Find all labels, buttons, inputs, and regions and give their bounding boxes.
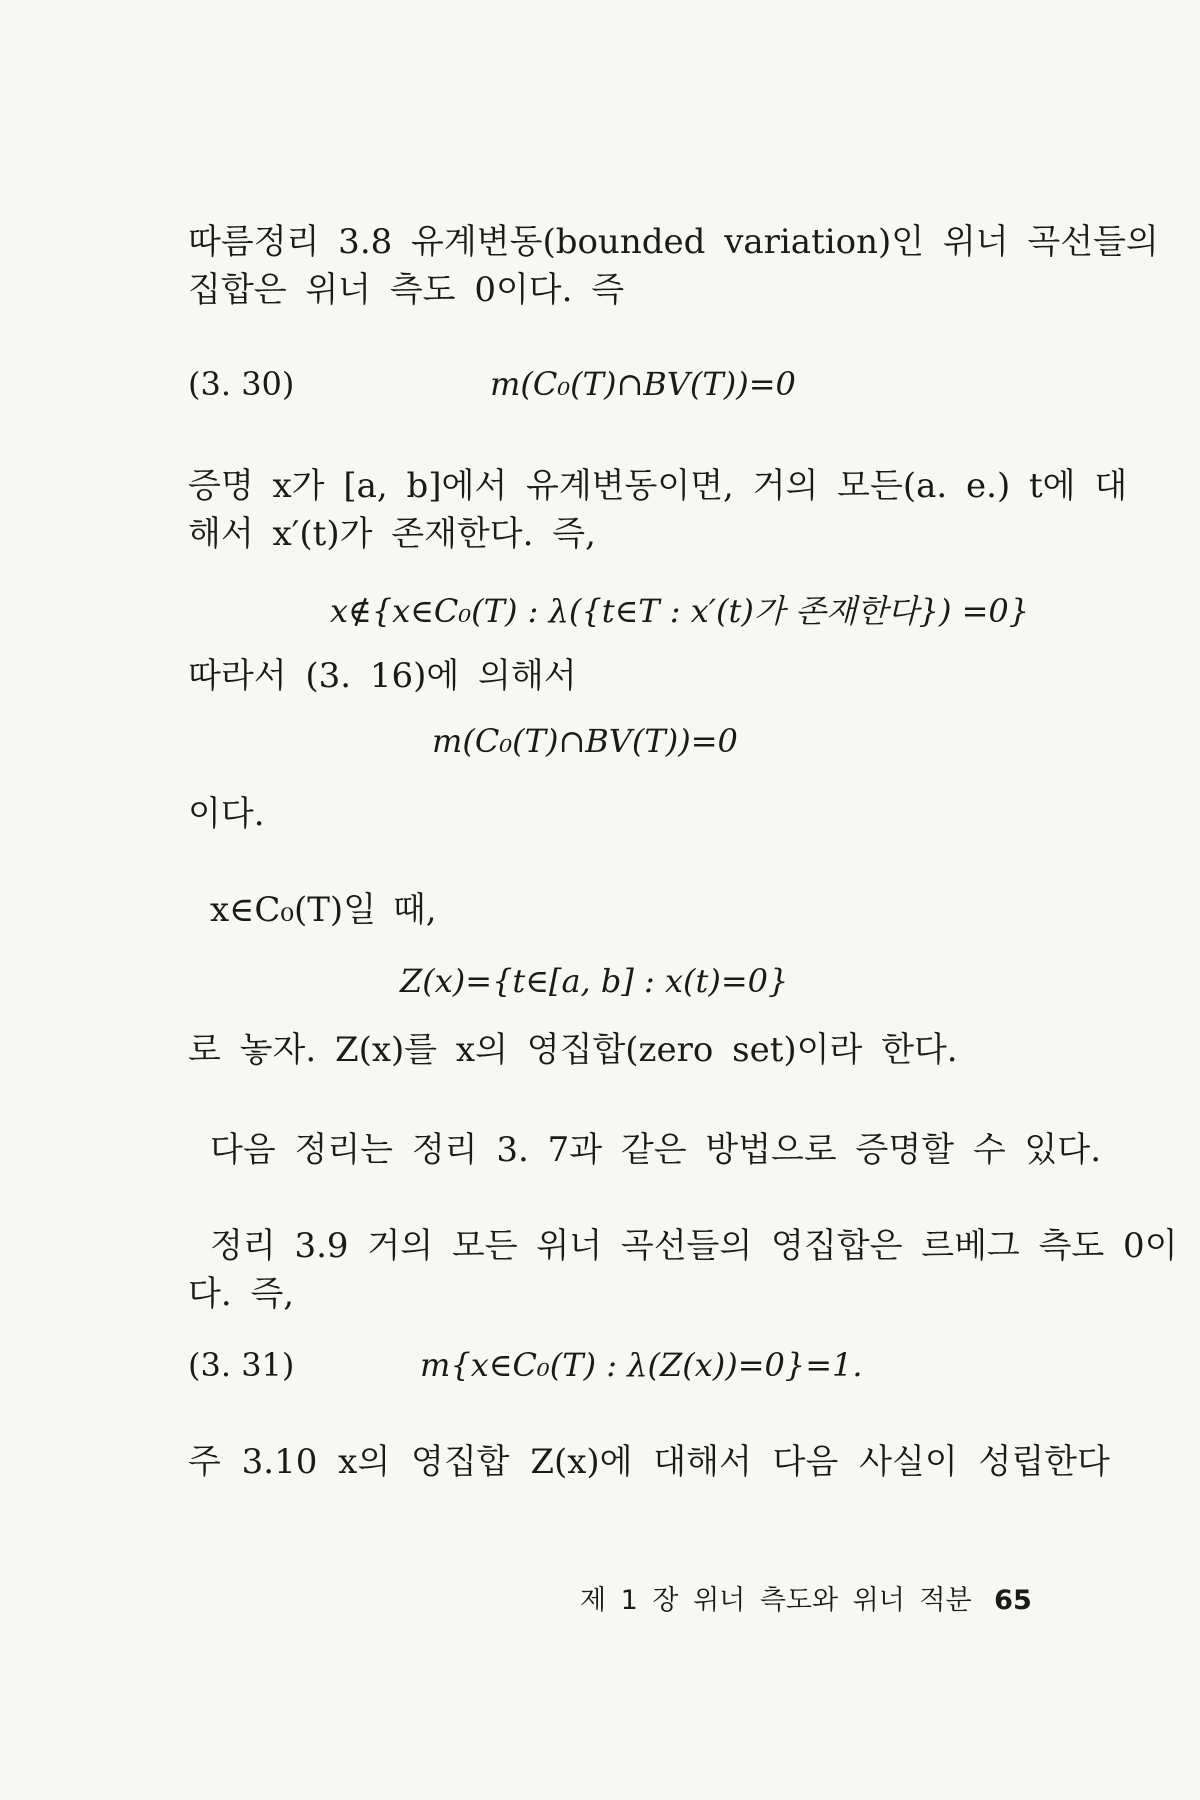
zero-set-line2: 로 놓자. Z(x)를 x의 영집합(zero set)이라 한다.: [188, 1030, 958, 1070]
zero-set-line1: x∈C₀(T)일 때,: [210, 890, 437, 930]
remark-3-10-line1: 주 3.10 x의 영집합 Z(x)에 대해서 다음 사실이 성립한다: [188, 1442, 1110, 1482]
theorem-3-9-line1: 정리 3.9 거의 모든 위너 곡선들의 영집합은 르베그 측도 0이: [210, 1226, 1178, 1266]
proof-equation-2: m(C₀(T)∩BV(T))=0: [432, 722, 738, 760]
chapter-title: 제 1 장 위너 측도와 위너 적분: [580, 1585, 972, 1616]
equation-3-30: m(C₀(T)∩BV(T))=0: [490, 365, 796, 403]
page-number: 65: [994, 1585, 1032, 1616]
proof-line2: 해서 x′(t)가 존재한다. 즉,: [188, 514, 596, 554]
proof-line4: 이다.: [188, 794, 265, 834]
equation-3-31: m{x∈C₀(T) : λ(Z(x))=0}=1.: [420, 1346, 863, 1384]
equation-label-3-30: (3. 30): [188, 365, 295, 403]
proof-line3: 따라서 (3. 16)에 의해서: [188, 656, 577, 696]
proof-equation-1: x∉{x∈C₀(T) : λ({t∈T : x′(t)가 존재한다}) =0}: [330, 592, 1030, 630]
theorem-3-9-line2: 다. 즉,: [188, 1274, 295, 1314]
corollary-3-8-line2: 집합은 위너 측도 0이다. 즉: [188, 270, 625, 310]
page-footer: [580, 1578, 1032, 1617]
equation-label-3-31: (3. 31): [188, 1346, 295, 1384]
next-theorem-note: 다음 정리는 정리 3. 7과 같은 방법으로 증명할 수 있다.: [210, 1130, 1102, 1170]
proof-line1: 증명 x가 [a, b]에서 유계변동이면, 거의 모든(a. e.) t에 대: [188, 466, 1128, 506]
corollary-3-8-line1: 따름정리 3.8 유계변동(bounded variation)인 위너 곡선들의: [188, 222, 1159, 262]
zero-set-equation: Z(x)={t∈[a, b] : x(t)=0}: [400, 962, 789, 1000]
